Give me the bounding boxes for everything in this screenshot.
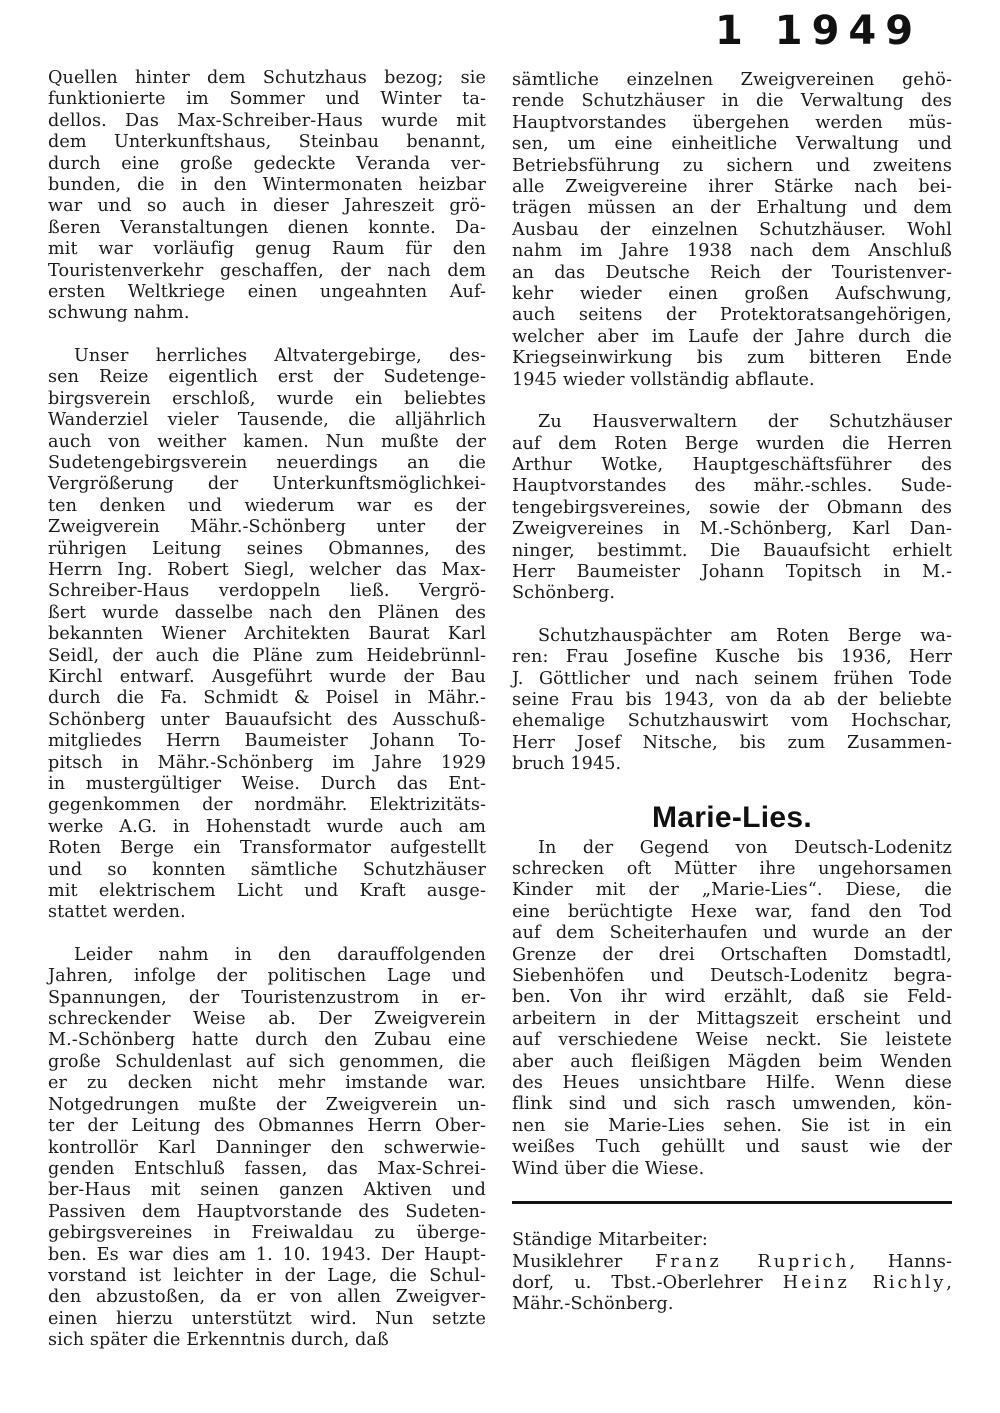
text-line: Vergrößerung der Unterkunftsmöglichkei- (48, 474, 486, 495)
text-line: weißes Tuch gehüllt und saust wie der (512, 1137, 952, 1158)
text-line: nen sie Marie-Lies sehen. Sie ist in ein (512, 1115, 952, 1136)
text-line: schreckender Weise ab. Der Zweigverein (48, 1009, 486, 1030)
text-line: Roten Berge ein Transformator aufgestellt (48, 838, 486, 859)
text-line: ninger, bestimmt. Die Bauaufsicht erhielt (512, 540, 952, 561)
text-line: birgsverein erschloß, wurde ein beliebtes (48, 388, 486, 409)
text-line: Jahren, infolge der politischen Lage und (48, 966, 486, 987)
text-line: gebirgsvereines in Freiwaldau zu überge- (48, 1223, 486, 1244)
text-line: M.-Schönberg hatte durch den Zubau eine (48, 1030, 486, 1051)
right-column (512, 70, 952, 1316)
text-line: bruch 1945. (512, 754, 622, 775)
text-line: vorstand ist leichter in der Lage, die Schul- (48, 1265, 486, 1286)
text-line: ben. Es war dies am 1. 10. 1943. Der Haupt- (48, 1244, 486, 1265)
text-line: auch von weither kamen. Nun mußte der (48, 431, 486, 452)
text-line: rührigen Leitung seines Obmannes, des (48, 538, 486, 559)
text-line: Hauptvorstandes des mähr.-schles. Sude- (512, 476, 952, 497)
text-line: Notgedrungen mußte der Zweigverein un- (48, 1094, 486, 1115)
text-line: dellos. Das Max-Schreiber-Haus wurde mit (48, 110, 486, 131)
text-line: mit elektrischem Licht und Kraft ausge- (48, 881, 486, 902)
text-line: Wind über die Wiese. (512, 1158, 705, 1179)
text-line: flink sind und sich rasch umwenden, kön- (512, 1094, 952, 1115)
text-line: stattet werden. (48, 902, 186, 923)
text-line: auch seitens der Protektoratsangehörigen, (512, 305, 952, 326)
text-line: Herr Josef Nitsche, bis zum Zusammen- (512, 732, 952, 753)
text-line: Zweigverein Mähr.-Schönberg unter der (48, 517, 486, 538)
text-line: ersten Weltkriege einen ungeahnten Auf- (48, 282, 486, 303)
section-paragraph (512, 838, 952, 1181)
text-line: eine berüchtigte Hexe war, fand den Tod (512, 901, 952, 922)
text-line: war und so auch in dieser Jahreszeit grö- (48, 196, 486, 217)
text-line: durch eine große gedeckte Veranda ver- (48, 153, 486, 174)
text-line: sämtliche einzelnen Zweigvereinen gehö- (512, 70, 952, 90)
text-line: genden Entschluß fassen, das Max-Schrei- (48, 1158, 486, 1179)
text-line: Quellen hinter dem Schutzhaus bezog; sie (48, 68, 486, 88)
text-line: arbeitern in der Mittagszeit erscheint und (512, 1008, 952, 1029)
text-line: auf verschiedene Weise neckt. Sie leistete (512, 1030, 952, 1051)
text-line: trägen müssen an der Erhaltung und dem (512, 198, 952, 219)
text-line: Herrn Ing. Robert Siegl, welcher das Max- (48, 559, 486, 580)
text-line: 1945 wieder vollständig abflaute. (512, 369, 815, 390)
text-line: Zweigvereines in M.-Schönberg, Karl Dan- (512, 519, 952, 540)
text-line: durch die Fa. Schmidt & Poisel in Mähr.- (48, 688, 486, 709)
text-line: Hauptvorstandes übergehen werden müs- (512, 112, 952, 133)
text-line: große Schuldenlast auf sich genommen, die (48, 1051, 486, 1072)
text-line: Betriebsführung zu sichern und zweitens (512, 155, 952, 176)
text-line: kehr wieder einen großen Aufschwung, (512, 284, 952, 305)
section-title: Marie-Lies. (651, 800, 813, 834)
text-line: ßert wurde dasselbe nach den Plänen des (48, 602, 486, 623)
text-line: gegenkommen der nordmähr. Elektrizitäts- (48, 795, 486, 816)
text-line: schwung nahm. (48, 303, 190, 324)
text-line: Schönberg. (512, 583, 616, 604)
text-line: einen hierzu unterstützt wird. Nun setzte (48, 1308, 486, 1329)
text-line: Passiven dem Hauptvorstande des Sudeten- (48, 1201, 486, 1222)
text-line: Spannungen, der Touristenzustrom in er- (48, 987, 486, 1008)
text-line: In der Gegend von Deutsch-Lodenitz (538, 837, 952, 858)
text-line: mit war vorläufig genug Raum für den (48, 239, 486, 260)
text-line: aber auch fleißigen Mägden beim Wenden (512, 1051, 952, 1072)
text-line: seine Frau bis 1943, von da ab der beliebte (512, 689, 952, 710)
contributors-line-1: Musiklehrer Franz Ruprich, Hanns- (512, 1251, 953, 1272)
text-line: ßeren Veranstaltungen dienen konnte. Da- (48, 217, 486, 238)
text-line: nahm im Jahre 1938 nach dem Anschluß (512, 241, 952, 262)
text-line: tengebirgsvereines, sowie der Obmann des (512, 497, 952, 518)
right-paragraph-3 (512, 626, 952, 776)
contributors-block (512, 1230, 952, 1316)
handwritten-page-mark: 1 1949 (715, 8, 923, 54)
text-line: mitgliedes Herrn Baumeister Johann To- (48, 731, 486, 752)
left-paragraph-3 (48, 945, 486, 1352)
text-line: auf dem Scheiterhaufen und wurde an der (512, 923, 952, 944)
text-line: sich später die Erkenntnis durch, daß (48, 1330, 389, 1351)
text-line: Seidl, der auch die Pläne zum Heidebrünnl- (48, 645, 486, 666)
text-line: ben. Von ihr wird erzählt, daß sie Feld- (512, 987, 952, 1008)
contributors-heading: Ständige Mitarbeiter: (512, 1230, 708, 1251)
text-line: J. Göttlicher und nach seinem frühen Tode (512, 668, 952, 689)
text-line: er zu decken nicht mehr imstande war. (48, 1073, 486, 1094)
text-line: ter der Leitung des Obmannes Herrn Ober- (48, 1116, 486, 1137)
text-line: Herr Baumeister Johann Topitsch in M.- (512, 561, 952, 582)
text-line: Kirchl entwarf. Ausgeführt wurde der Bau (48, 666, 486, 687)
text-line: Unser herrliches Altvatergebirge, des- (74, 345, 486, 366)
text-line: Touristenverkehr geschaffen, der nach dem (48, 260, 486, 281)
divider-rule (512, 1201, 952, 1204)
text-line: schrecken oft Mütter ihre ungehorsamen (512, 859, 952, 879)
text-line: pitsch in Mähr.-Schönberg im Jahre 1929 (48, 752, 486, 773)
right-paragraph-2 (512, 412, 952, 605)
text-line: ten denken und wiederum war es der (48, 495, 486, 516)
text-line: Kriegseinwirkung bis zum bitteren Ende (512, 348, 952, 369)
text-line: werke A.G. in Hohenstadt wurde auch am (48, 816, 486, 837)
text-line: Schutzhauspächter am Roten Berge wa- (538, 625, 952, 646)
text-line: rende Schutzhäuser in die Verwaltung des (512, 91, 952, 112)
text-line: ber-Haus mit seinen ganzen Aktiven und (48, 1180, 486, 1201)
text-line: dem Unterkunftshaus, Steinbau benannt, (48, 132, 486, 153)
left-paragraph-1 (48, 68, 486, 325)
text-line: bekannten Wiener Architekten Baurat Karl (48, 624, 486, 645)
text-line: Schönberg unter Bauaufsicht des Ausschuß- (48, 709, 486, 730)
text-line: den abzustoßen, da er von allen Zweigver- (48, 1287, 486, 1308)
text-line: Kinder mit der „Marie-Lies“. Diese, die (512, 880, 952, 901)
text-line: an das Deutsche Reich der Touristenver- (512, 262, 952, 283)
text-line: funktionierte im Sommer und Winter ta- (48, 89, 486, 110)
text-line: kontrollör Karl Danninger den schwerwie- (48, 1137, 486, 1158)
text-line: ren: Frau Josefine Kusche bis 1936, Herr (512, 647, 952, 668)
text-line: Sudetengebirgsverein neuerdings an die (48, 452, 486, 473)
contributors-line-3: Mähr.-Schönberg. (512, 1294, 674, 1315)
right-paragraph-1 (512, 70, 952, 391)
text-line: Arthur Wotke, Hauptgeschäftsführer des (512, 454, 952, 475)
text-line: ehemalige Schutzhauswirt vom Hochschar, (512, 711, 952, 732)
text-line: Zu Hausverwaltern der Schutzhäuser (538, 412, 952, 433)
text-line: Grenze der drei Ortschaften Domstadtl, (512, 944, 952, 965)
text-line: des Heues unsichtbare Hilfe. Wenn diese (512, 1073, 952, 1094)
text-line: Wanderziel vieler Tausende, die alljährlich (48, 410, 486, 431)
text-line: alle Zweigvereine ihrer Stärke nach bei- (512, 177, 952, 198)
text-line: auf dem Roten Berge wurden die Herren (512, 433, 952, 454)
text-line: Siebenhöfen und Deutsch-Lodenitz begra- (512, 966, 952, 987)
text-line: Ausbau der einzelnen Schutzhäuser. Wohl (512, 219, 952, 240)
text-line: Schreiber-Haus verdoppeln ließ. Vergrö- (48, 581, 486, 602)
text-line: welcher aber im Laufe der Jahre durch die (512, 326, 952, 347)
contributors-line-2: dorf, u. Tbst.-Oberlehrer Heinz Richly, (512, 1272, 952, 1293)
text-line: Leider nahm in den darauffolgenden (74, 944, 486, 965)
text-line: und so konnten sämtliche Schutzhäuser (48, 859, 486, 880)
left-column (48, 68, 486, 1352)
text-line: in mustergültiger Weise. Durch das Ent- (48, 774, 486, 794)
text-line: sen, um eine einheitliche Verwaltung und (512, 134, 952, 155)
left-paragraph-2 (48, 346, 486, 924)
text-line: bunden, die in den Wintermonaten heizbar (48, 175, 486, 196)
text-line: sen Reize eigentlich erst der Sudetenge- (48, 367, 486, 388)
